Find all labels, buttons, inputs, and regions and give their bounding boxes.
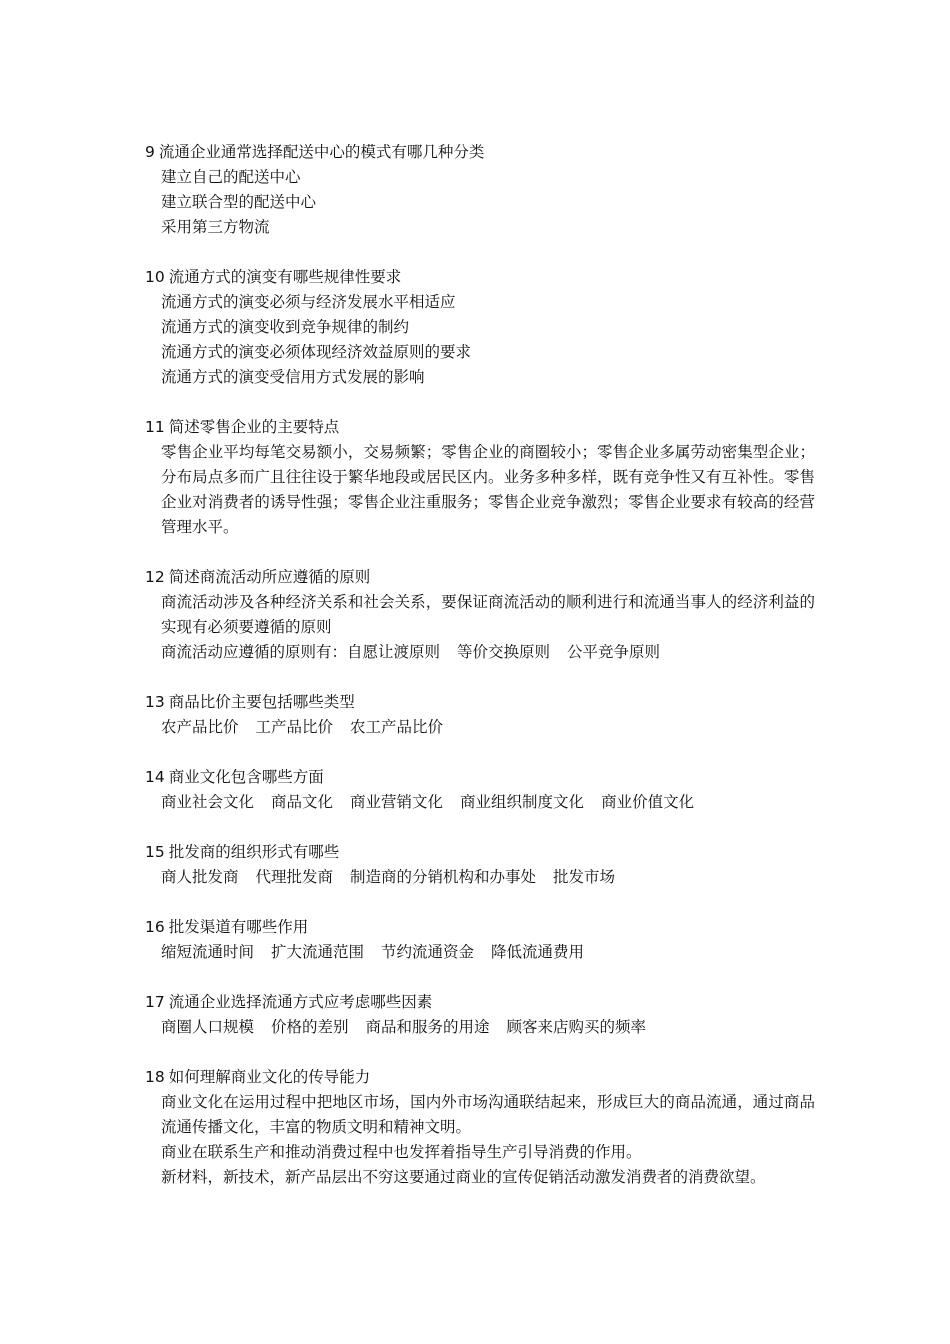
answer-line: 流通方式的演变必须体现经济效益原则的要求 (161, 343, 472, 361)
question-text: 流通企业通常选择配送中心的模式有哪几种分类 (158, 143, 485, 161)
answer-item-row (145, 715, 815, 740)
answer-intro: 商流活动应遵循的原则有： (161, 643, 348, 661)
question-title (145, 265, 815, 290)
answer-item: 缩短流通时间 (161, 943, 255, 961)
question-title (145, 415, 815, 440)
answer-item: 商品文化 (271, 793, 334, 811)
question-text: 商业文化包含哪些方面 (168, 768, 324, 786)
question-number: 11 (145, 418, 165, 436)
question-number: 15 (145, 843, 165, 861)
question-text: 简述零售企业的主要特点 (168, 418, 340, 436)
question-title (145, 765, 815, 790)
answer-line: 建立联合型的配送中心 (161, 193, 317, 211)
question-text: 流通方式的演变有哪些规律性要求 (168, 268, 402, 286)
question-title (145, 140, 815, 165)
question-title (145, 690, 815, 715)
answer-item-row (145, 865, 815, 890)
answer-line: 新材料，新技术，新产品层出不穷这要通过商业的宣传促销活动激发消费者的消费欲望。 (161, 1168, 766, 1186)
answer-line: 采用第三方物流 (161, 218, 270, 236)
answer-paragraph: 零售企业平均每笔交易额小，交易频繁；零售企业的商圈较小；零售企业多属劳动密集型企业；分布局点多而广且往往设于繁华地段或居民区内。业务多种多样，既有竞争性又有互补性。零售企业对消费者的诱导性强；零售企业注重服务；零售企业竞争激烈；零售企业要求有较高的经营管理水平。 (161, 443, 815, 536)
answer-line: 流通方式的演变必须与经济发展水平相适应 (161, 293, 456, 311)
question-14 (145, 765, 815, 815)
answer-line: 流通方式的演变受信用方式发展的影响 (161, 368, 425, 386)
question-number: 9 (145, 143, 155, 161)
question-number: 13 (145, 693, 165, 711)
question-number: 10 (145, 268, 165, 286)
question-18 (145, 1065, 815, 1190)
question-17 (145, 990, 815, 1040)
answer-item: 商业社会文化 (161, 793, 255, 811)
question-text: 流通企业选择流通方式应考虑哪些因素 (168, 993, 433, 1011)
question-number: 14 (145, 768, 165, 786)
answer-item: 制造商的分销机构和办事处 (350, 868, 537, 886)
answer-item: 批发市场 (553, 868, 616, 886)
question-title (145, 990, 815, 1015)
answer-item: 商人批发商 (161, 868, 239, 886)
answer-item: 商业营销文化 (350, 793, 444, 811)
answer-item: 商业组织制度文化 (460, 793, 585, 811)
answer-item: 自愿让渡原则 (347, 643, 441, 661)
question-title (145, 565, 815, 590)
answer-item: 商圈人口规模 (161, 1018, 255, 1036)
answer-item: 农工产品比价 (350, 718, 444, 736)
question-number: 18 (145, 1068, 165, 1086)
question-text: 批发商的组织形式有哪些 (168, 843, 340, 861)
question-10 (145, 265, 815, 390)
question-number: 17 (145, 993, 165, 1011)
answer-item-row (145, 940, 815, 965)
answer-item: 扩大流通范围 (271, 943, 365, 961)
question-15 (145, 840, 815, 890)
question-number: 16 (145, 918, 165, 936)
answer-line: 商业在联系生产和推动消费过程中也发挥着指导生产引导消费的作用。 (161, 1143, 642, 1161)
answer-item: 公平竞争原则 (567, 643, 661, 661)
answer-item: 降低流通费用 (491, 943, 585, 961)
question-text: 批发渠道有哪些作用 (168, 918, 309, 936)
question-title (145, 915, 815, 940)
question-9 (145, 140, 815, 240)
answer-paragraph: 商业文化在运用过程中把地区市场，国内外市场沟通联结起来，形成巨大的商品流通，通过商品流通传播文化，丰富的物质文明和精神文明。 (161, 1093, 815, 1136)
question-16 (145, 915, 815, 965)
question-number: 12 (145, 568, 165, 586)
answer-item: 价格的差别 (271, 1018, 349, 1036)
answer-item-row (145, 640, 815, 665)
answer-paragraph: 商流活动涉及各种经济关系和社会关系，要保证商流活动的顺利进行和流通当事人的经济利益的实现有必须要遵循的原则 (161, 593, 815, 636)
answer-item: 等价交换原则 (457, 643, 551, 661)
answer-item: 代理批发商 (255, 868, 334, 886)
answer-item: 工产品比价 (255, 718, 334, 736)
question-12 (145, 565, 815, 665)
question-11 (145, 415, 815, 540)
question-13 (145, 690, 815, 740)
answer-item: 商业价值文化 (601, 793, 695, 811)
answer-line: 建立自己的配送中心 (161, 168, 301, 186)
question-text: 商品比价主要包括哪些类型 (168, 693, 355, 711)
answer-item: 商品和服务的用途 (365, 1018, 490, 1036)
answer-item-row (145, 1015, 815, 1040)
answer-item: 农产品比价 (161, 718, 239, 736)
document-page (145, 140, 815, 1215)
answer-line: 流通方式的演变收到竞争规律的制约 (161, 318, 410, 336)
question-text: 简述商流活动所应遵循的原则 (168, 568, 371, 586)
question-title (145, 840, 815, 865)
answer-item: 顾客来店购买的频率 (506, 1018, 647, 1036)
question-text: 如何理解商业文化的传导能力 (168, 1068, 371, 1086)
answer-item: 节约流通资金 (381, 943, 475, 961)
answer-item-row (145, 790, 815, 815)
question-title (145, 1065, 815, 1090)
